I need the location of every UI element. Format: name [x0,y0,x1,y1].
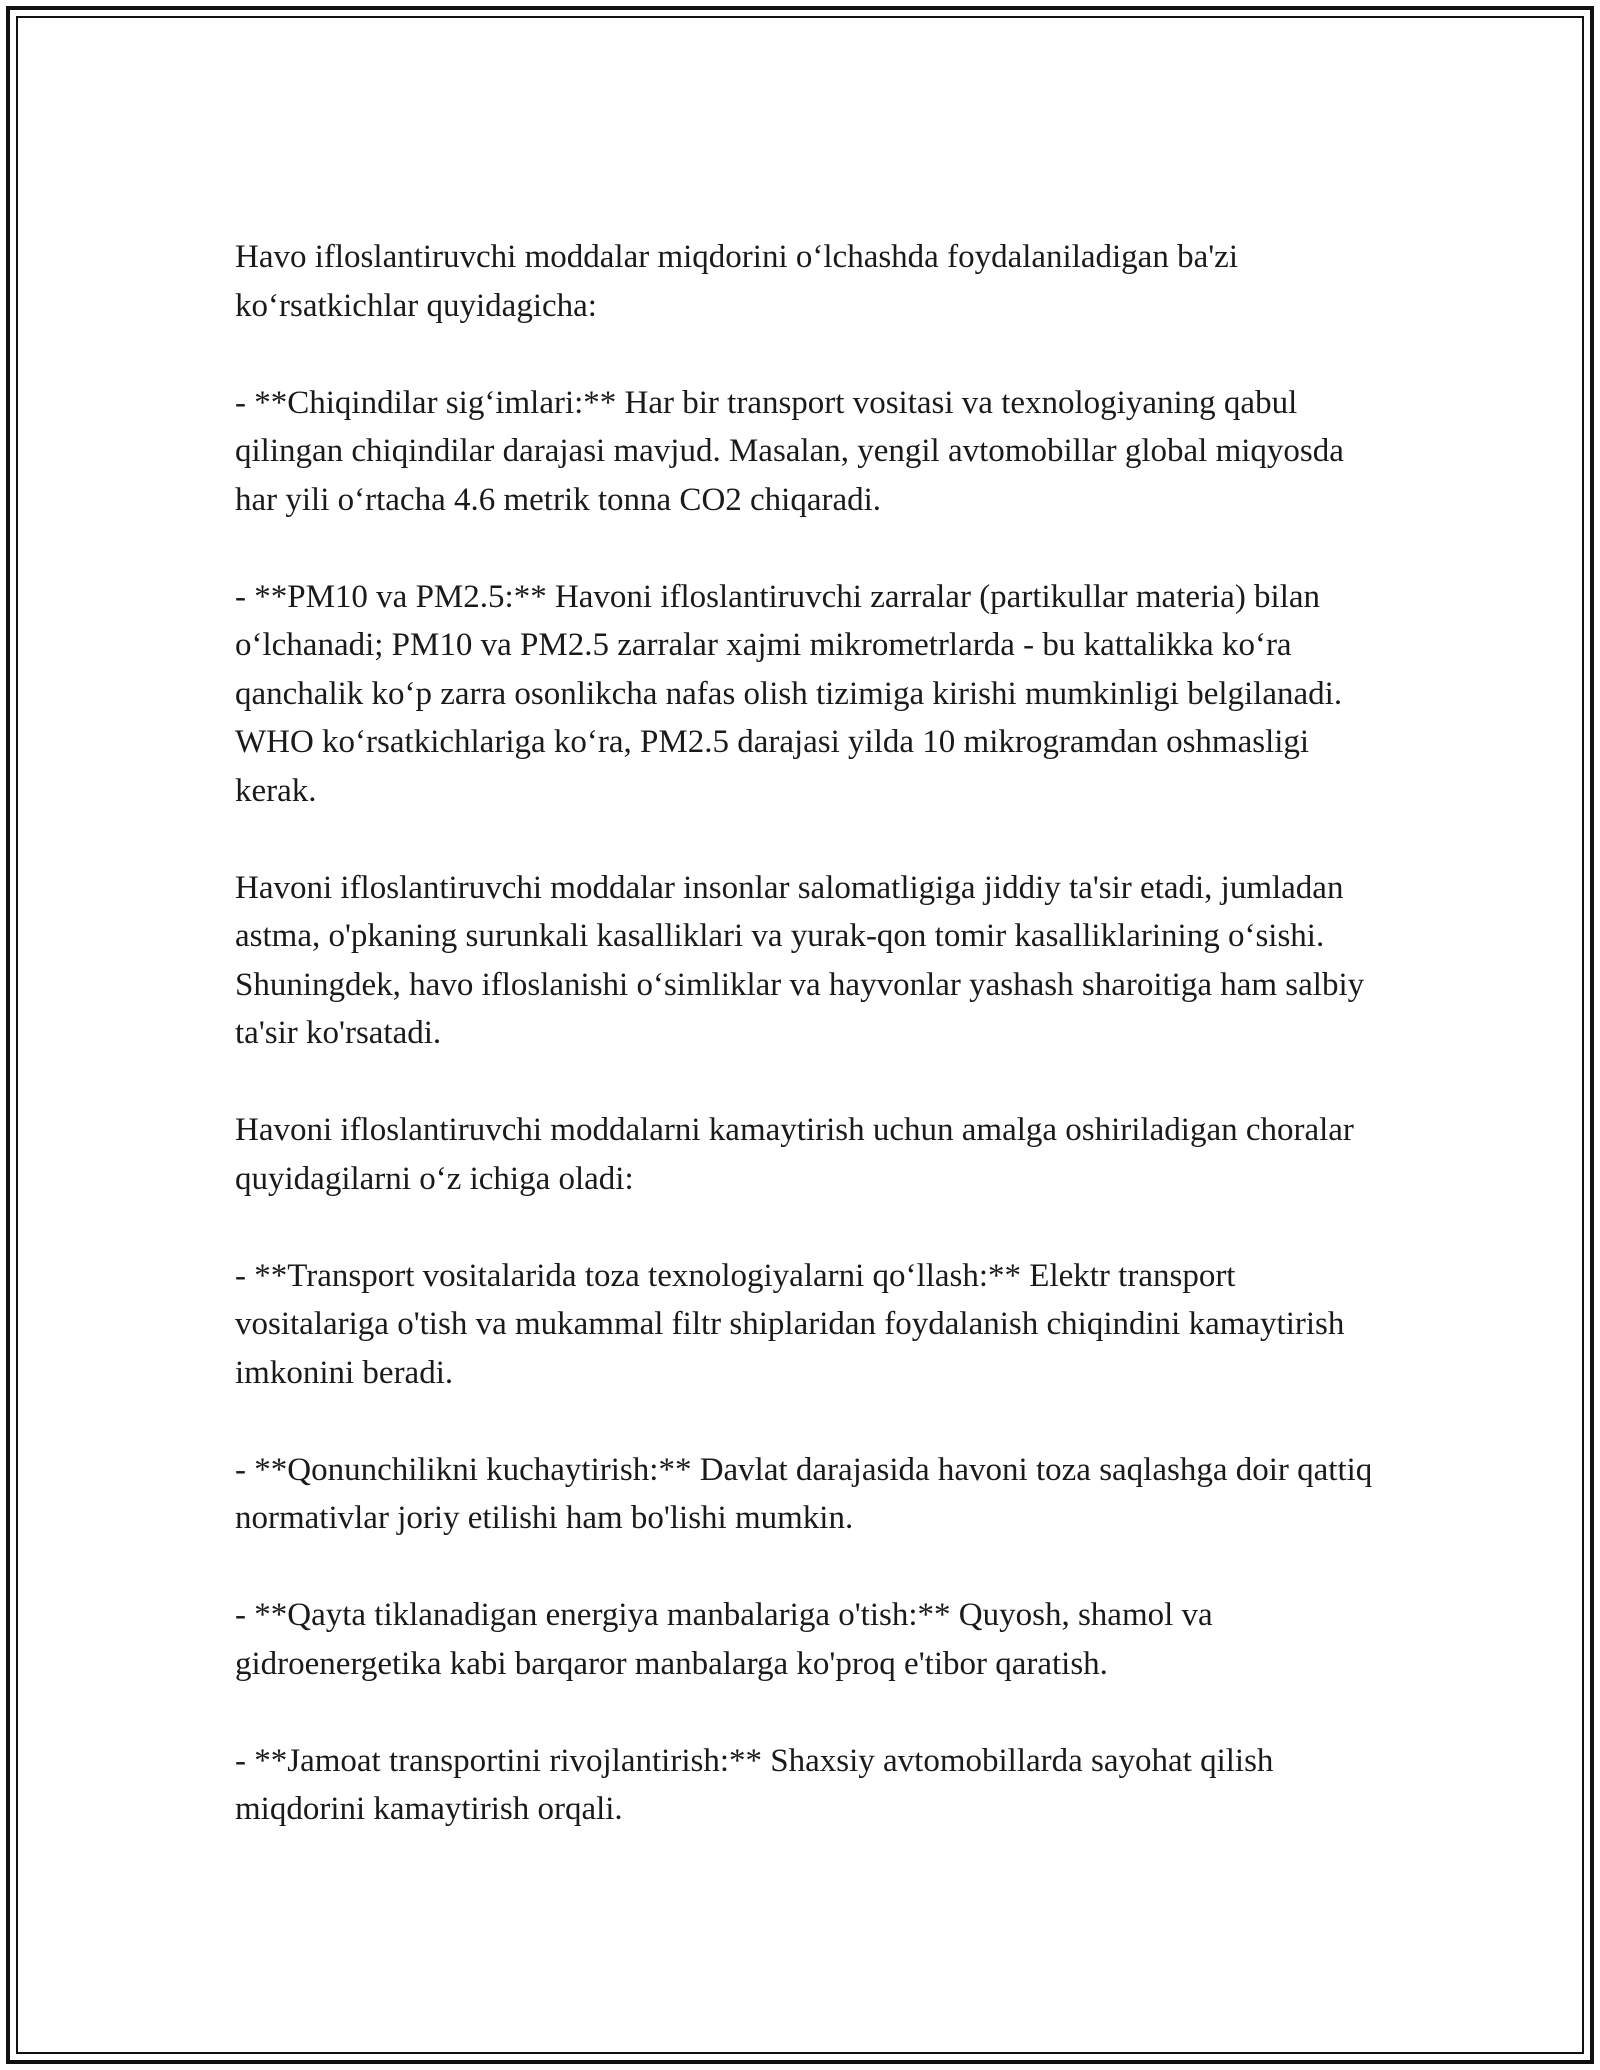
paragraph-measures-intro: Havoni ifloslantiruvchi moddalarni kamaytirish uchun amalga oshiriladigan choralar quyidagilarni o‘z ichiga oladi: [235,1112,1354,1197]
paragraph-renewables: - **Qayta tiklanadigan energiya manbalariga o'tish:** Quyosh, shamol va gidroenergetika kabi barqaror manbalarga ko'proq e'tibor qaratish. [235,1597,1213,1682]
paragraph-public-transport: - **Jamoat transportini rivojlantirish:** Shaxsiy avtomobillarda sayohat qilish miqdorini kamaytirish orqali. [235,1742,1274,1827]
paragraph-health-impact: Havoni ifloslantiruvchi moddalar insonlar salomatligiga jiddiy ta'sir etadi, jumladan astma, o'pkaning surunkali kasalliklari va yurak-qon tomir kasalliklarining o‘sishi. Shuningdek, havo ifloslanishi o‘simliklar va hayvonlar yashash sharoitiga ham salbiy ta'sir ko'rsatadi. [235,869,1365,1051]
paragraph-intro: Havo ifloslantiruvchi moddalar miqdorini o‘lchashda foydalaniladigan ba'zi ko‘rsatkichlar quyidagicha: [235,239,1238,324]
paragraph-pm: - **PM10 va PM2.5:** Havoni ifloslantiruvchi zarralar (partikullar materia) bilan o‘lchanadi; PM10 va PM2.5 zarralar xajmi mikrometrlarda - bu kattalikka ko‘ra qanchalik ko‘p zarra osonlikcha nafas olish tizimiga kirishi mumkinligi belgilanadi. WHO ko‘rsatkichlariga ko‘ra, PM2.5 darajasi yilda 10 mikrogramdan oshmasligi kerak. [235,578,1343,809]
paragraph-clean-transport: - **Transport vositalarida toza texnologiyalarni qo‘llash:** Elektr transport vositalariga o'tish va mukammal filtr shiplaridan foydalanish chiqindini kamaytirish imkonini beradi. [235,1257,1345,1391]
document-body [235,233,1375,1834]
paragraph-emissions: - **Chiqindilar sig‘imlari:** Har bir transport vositasi va texnologiyaning qabul qilingan chiqindilar darajasi mavjud. Masalan, yengil avtomobillar global miqyosda har yili o‘rtacha 4.6 metrik tonna CO2 chiqaradi. [235,384,1344,518]
paragraph-legislation: - **Qonunchilikni kuchaytirish:** Davlat darajasida havoni toza saqlashga doir qattiq normativlar joriy etilishi ham bo'lishi mumkin. [235,1451,1373,1536]
